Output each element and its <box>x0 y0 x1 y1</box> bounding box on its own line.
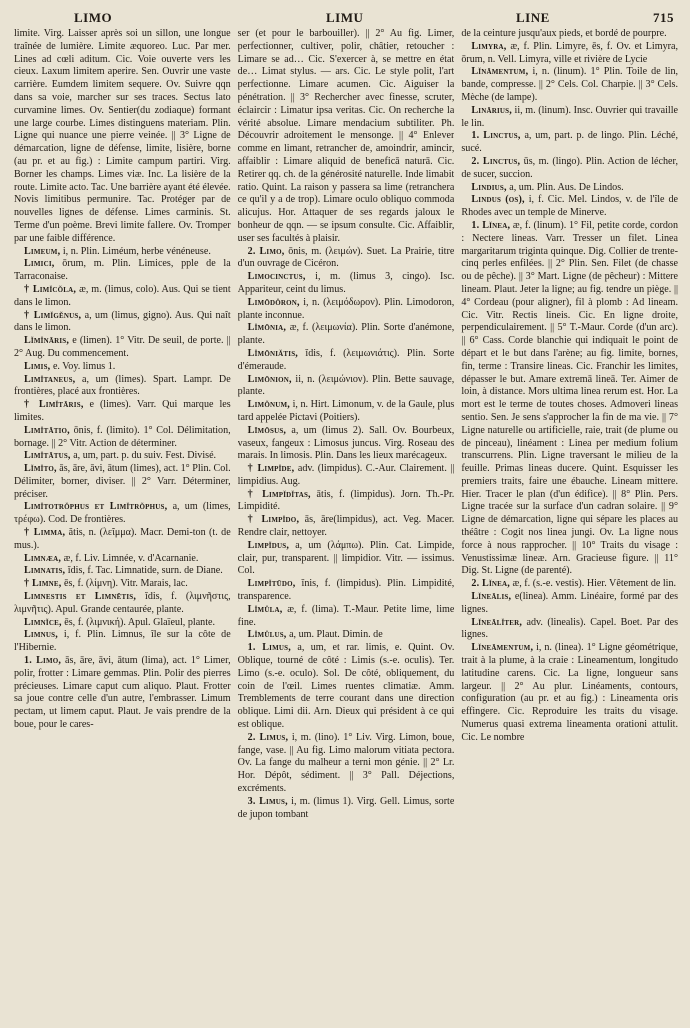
entry-definition: ĭnis, f. (limpidus). Plin. Limpidité, transparence. <box>237 578 455 603</box>
dictionary-entry <box>14 617 231 630</box>
entry-definition: e(linea). Amm. Linéaire, formé par des lignes. <box>461 591 678 615</box>
entry-definition: a, um, et rar. limis, e. Quint. Ov. Oblique, tourné de côté : Limis (s.-e. oculis). Ter. Limo (s.-e. oculo). Sol. De côté, obliquement, du coin de l'œil. Limes ruentes climatiæ. Amm. Tremblements de terre courant dans une direction oblique. Limi dii. Arn. Dieux qui président à ce qui est oblique. <box>237 642 455 731</box>
entry-definition: ătis, n. (λεῖμμα). Macr. Demi-ton (t. de mus.). <box>14 527 231 551</box>
dictionary-entry <box>238 642 455 732</box>
column-left <box>14 28 231 1023</box>
dictionary-entry <box>14 310 231 336</box>
entry-definition: e (limen). 1° Vitr. De seuil, de porte. || 2° Aug. Du commencement. <box>14 335 231 359</box>
entry-headword: Limŏnum, <box>247 399 291 411</box>
dictionary-entry <box>238 348 455 374</box>
dictionary-entry <box>14 578 231 591</box>
entry-definition: i, n. Plin. Liméum, herbe vénéneuse. <box>62 245 211 257</box>
entry-headword: 2. Linctus, <box>471 155 521 167</box>
dictionary-entry <box>14 374 231 400</box>
dictionary-entry <box>14 450 231 463</box>
entry-definition: ōnis, m. (λειμών). Suet. La Prairie, titre d'un ouvrage de Cicéron. <box>237 245 455 270</box>
entry-headword: Limeum, <box>24 245 61 257</box>
entry-headword: 1. Limus, <box>247 642 291 654</box>
entry-definition: ser (et pour le barbouiller). || 2° Au fig. Limer, perfectionner, cultiver, polir, châtier, retoucher : Limare se ad… Cic. S'exercer à, se mettre en état de… Limat stylus. — ars. Cic. Le style polit, l'art perfectionne. Limare acumen. Cic. Aiguiser la pénétration. || 3° Rechercher avec finesse, scruter, éclaircir : Limatur ipsa veritas. Cic. On recherche la vérité absolue. Limare mendacium subtiliter. Ph. Découvrir adroitement le mensonge. || 4° Enlever comme en limant, retrancher de, amoindrir, amincir, affaiblir : Limare aliquid de beneficā naturā. Cic. Retirer qq. ch. de la générosité naturelle. Inde limabit ratio. Quint. La raison y passera sa lime (retranchera ce qu'il y a de trop). Limare oculo obliquo commoda alicujus. Hor. Attaquer de ses regards jaloux le bonheur de qqn. — se ipsum consulte. Cic. Affaiblir, user ses facultés à plaisir. <box>237 28 455 244</box>
entry-definition: limite. Virg. Laisser après soi un sillon, une longue traînée de lumière. Limite æquoreo. Luc. Par mer. Lines ad cœli aditum. Cic. Voie ouverte vers les cieux. Laxum limitem aperire. Sen. Ouvrir une vaste carrière. Eumdem limitem sequere. Ov. Suivre qqn dans sa voie, marcher sur ses traces. Sectus lato curvamine limes. Ov. Sentier(du zodiaque) formant une large courbe. Limes distinguens materiam. Plin. Ligne qui nuance une pierre veinée. || 3° Ligne de démarcation, ligne de défense, limite, lisière, borne (au pr. et au fig.) : Limite campum partiri. Virg. Borner les champs. Limes viæ. Inc. La lisière de la route. Limite acto. Tac. Une barrière ayant été élevée. Novis limitibus permunire. Tac. Protéger par de nouvelles lignes de défense. Limes carminis. St. Terme d'un poème. Brevi limite fallere. Ov. Tromper par une faible différence. <box>14 28 231 244</box>
text-columns <box>14 28 678 1023</box>
dictionary-entry <box>14 629 231 655</box>
entry-definition: æ, f. (s.-e. vestis). Hier. Vêtement de lin. <box>512 578 677 590</box>
entry-definition: a, um (limus, gigno). Aus. Qui naît dans le limon. <box>14 309 231 334</box>
entry-headword: Lĭmŭla, <box>247 603 283 615</box>
dictionary-entry <box>14 553 231 566</box>
entry-definition: ōrum, m. Plin. Limices, pple de la Tarraconaise. <box>14 258 231 283</box>
entry-headword: Limĭtaneus, <box>24 373 76 385</box>
entry-definition: ēs, f. (λίμνη). Vitr. Marais, lac. <box>64 578 188 590</box>
entry-headword: † Limne, <box>24 578 62 590</box>
entry-definition: ās, āre(limpidus), act. Veg. Macer. Rendre clair, nettoyer. <box>237 514 455 539</box>
entry-definition: ēs, f. (λιμνική). Apul. Glaïeul, plante. <box>64 616 216 628</box>
dictionary-entry <box>238 540 455 578</box>
column-right <box>461 28 678 1023</box>
dictionary-entry <box>238 246 455 272</box>
entry-headword: Limnus, <box>24 629 58 641</box>
dictionary-entry <box>238 732 455 796</box>
entry-headword: † Limpĭdĭtas, <box>247 488 311 500</box>
entry-definition: i, n. Hirt. Limonum, v. de la Gaule, plus tard appelée Pictavi (Poitiers). <box>237 399 455 423</box>
entry-definition: æ, f. Plin. Limyre, ēs, f. Ov. et Limyra, ōrum, n. Vell. Limyra, ville et rivière de Lycie <box>461 40 678 65</box>
entry-definition: a, um (limes, τρέφω). Cod. De frontières. <box>14 501 231 526</box>
dictionary-entry <box>238 514 455 540</box>
dictionary-entry <box>461 617 678 643</box>
entry-headword: † Limpĭde, <box>247 463 295 475</box>
dictionary-entry <box>14 246 231 259</box>
dictionary-entry <box>14 527 231 553</box>
entry-definition: a, um (limus 2). Sall. Ov. Bourbeux, vaseux, fangeux : Limosus juncus. Virg. Roseau des marais. In limosis. Plin. Dans les lieux marécageux. <box>237 424 455 462</box>
entry-definition: ii, n. (λειμώνιον). Plin. Bette sauvage, plante. <box>237 373 455 398</box>
entry-headword: Lĭmōniătis, <box>247 347 299 359</box>
entry-headword: Limis, <box>24 360 51 372</box>
dictionary-entry <box>14 463 231 501</box>
entry-definition: i, n. (linum). 1° Plin. Toile de lin, bande, compresse. || 2° Cels. Col. Charpie. || 3° Cels. Mèche (de lampe). <box>461 66 678 103</box>
dictionary-entry <box>461 130 678 156</box>
entry-headword: Linārius, <box>471 104 512 116</box>
dictionary-entry <box>238 489 455 515</box>
entry-headword: Lĭnāmentum, <box>471 66 529 78</box>
entry-headword: Limyra, <box>471 40 507 52</box>
entry-headword: Limnæa, <box>24 552 62 564</box>
dictionary-entry <box>14 655 231 732</box>
entry-headword: 1. Lĭnea, <box>471 219 511 231</box>
entry-headword: Limĭtātio, <box>24 424 70 436</box>
entry-headword: Limpĭtūdo, <box>247 578 296 590</box>
dictionary-entry <box>14 335 231 361</box>
dictionary-entry <box>461 156 678 182</box>
entry-definition: ĭdis, f. Tac. Limnatide, surn. de Diane. <box>67 565 223 577</box>
entry-headword: 3. Limus, <box>247 795 288 807</box>
entry-definition: a, um, part. p. du suiv. Fest. Divisé. <box>73 450 217 462</box>
entry-definition: ii, m. (linum). Insc. Ouvrier qui travaille le lin. <box>461 104 678 129</box>
dictionary-entry <box>461 220 678 578</box>
entry-headword: Lĭmĭnāris, <box>24 335 70 347</box>
entry-definition: i, m. (lino). 1° Liv. Virg. Limon, boue, fange, vase. || Au fig. Limo malorum vitiata pectora. Ov. La fange du malheur a terni mon génie. || 2° Lr. Hor. Dépôt, sédiment. || 3° Pall. Déjections, excréments. <box>237 731 455 795</box>
dictionary-entry <box>461 66 678 104</box>
dictionary-entry <box>238 271 455 297</box>
dictionary-entry <box>461 578 678 591</box>
entry-definition: adv. (linealis). Capel. Boet. Par des lignes. <box>461 616 678 641</box>
entry-definition: a, um. Plin. Aus. De Lindos. <box>509 181 624 193</box>
entry-headword: 1. Linctus, <box>471 130 521 142</box>
entry-headword: † Limĭtāris, <box>24 399 84 411</box>
dictionary-entry <box>14 565 231 578</box>
page-number: 715 <box>653 10 674 25</box>
dictionary-entry <box>14 501 231 527</box>
entry-definition: a, um. Plaut. Dimin. de <box>289 629 383 641</box>
page-header <box>14 8 678 28</box>
entry-definition: i, m. (limus 1). Virg. Gell. Limus, sorte de jupon tombant <box>237 795 455 820</box>
entry-definition: æ, f. (λειμωνία). Plin. Sorte d'anémone, plante. <box>237 322 455 347</box>
center-guide-word: LIMU <box>326 10 364 25</box>
entry-definition: a, um (limes). Spart. Lampr. De frontières, placé aux frontières. <box>14 373 231 398</box>
entry-definition: i, f. Plin. Limnus, île sur la côte de l'Hibernie. <box>14 629 231 654</box>
right-guide-word: LINE <box>516 10 550 25</box>
entry-headword: Limnatis, <box>24 565 66 577</box>
entry-headword: Lĭmŭlus, <box>247 629 287 641</box>
dictionary-entry <box>238 629 455 642</box>
dictionary-entry <box>14 399 231 425</box>
entry-headword: 1. Limo, <box>24 655 62 667</box>
entry-definition: i, n. (λειμόδωρον). Plin. Limodoron, plante inconnue. <box>237 296 455 321</box>
entry-definition: ōnis, f. (limito). 1° Col. Délimitation, bornage. || 2° Vitr. Action de déterminer. <box>14 424 231 449</box>
entry-definition: ātis, f. (limpidus). Jorn. Th.-Pr. Limpidité. <box>237 488 455 513</box>
entry-headword: Lindius, <box>471 181 507 193</box>
entry-headword: 2. Lĭnea, <box>471 578 510 590</box>
entry-headword: † Limĭcŏla, <box>24 283 77 295</box>
dictionary-entry <box>238 463 455 489</box>
entry-definition: i, m. (limus 3, cingo). Isc. Appariteur, ceint du limus. <box>237 271 455 295</box>
dictionary-entry <box>14 425 231 451</box>
entry-headword: Lĭmĭto, <box>24 463 57 475</box>
entry-definition: ās, āre, āvi, ātum (lima), act. 1° Limer, polir, frotter : Limare gemmas. Plin. Polir des pierres précieuses. Limare caput cum aliquo. Plaut. Frotter sa joue contre celle d'un autre, l'embrasser. Limum pectam, ut limem caput. Plaut. Je vais prendre de la boue, pour le cares- <box>14 655 231 731</box>
dictionary-entry <box>14 28 231 246</box>
entry-headword: Limpĭdus, <box>247 539 290 551</box>
entry-definition: ās, āre, āvi, ātum (limes), act. 1° Plin. Col. Délimiter, borner, diviser. || 2° Varr. Déterminer, préciser. <box>14 463 231 500</box>
entry-headword: Limōnion, <box>247 373 292 385</box>
dictionary-entry <box>238 322 455 348</box>
entry-headword: Lĭneālĭter, <box>471 616 523 628</box>
entry-headword: Limocinctus, <box>247 271 306 283</box>
entry-headword: Lĭneālis, <box>471 591 512 603</box>
column-middle <box>238 28 455 1023</box>
entry-definition: a, um, part. p. de lingo. Plin. Léché, sucé. <box>461 130 678 155</box>
entry-headword: Limōdŏron, <box>247 296 300 308</box>
entry-headword: Lindus (os), <box>471 194 525 206</box>
entry-headword: Līmōsus, <box>247 424 287 436</box>
entry-headword: Lĭmōnia, <box>247 322 287 334</box>
dictionary-entry <box>238 297 455 323</box>
dictionary-entry <box>14 258 231 284</box>
entry-headword: Lĭneāmentum, <box>471 642 534 654</box>
dictionary-entry <box>238 425 455 463</box>
entry-headword: † Limpĭdo, <box>247 514 300 526</box>
entry-definition: de la ceinture jusqu'aux pieds, et bordé de pourpre. <box>461 28 667 39</box>
dictionary-entry <box>461 194 678 220</box>
entry-headword: Limici, <box>24 258 55 270</box>
entry-definition: æ, m. (limus, colo). Aus. Qui se tient dans le limon. <box>14 283 231 308</box>
entry-headword: Limĭtotrŏphus et Limĭtrŏphus, <box>24 501 168 513</box>
entry-definition: a, um (λάμπω). Plin. Cat. Limpide, clair, pur, transparent. || limpidior. Vitr. — issimus. Col. <box>237 539 455 577</box>
left-guide-word: LIMO <box>74 10 113 25</box>
entry-headword: † Limma, <box>24 527 66 539</box>
dictionary-entry <box>461 41 678 67</box>
entry-definition: i, n. (linea). 1° Ligne géométrique, trait à la plume, à la craie : Lineamentum, longitudo latitudine carens. Cic. La ligne, longueur sans largeur. || 2° Au plur. Linéaments, contours, configuration (au pr. et au fig.) : Lineamenta oris effingere. Cic. Reproduire les traits du visage. Numerus quasi extrema lineamenta orationi attulit. Cic. Le nombre <box>461 642 678 743</box>
dictionary-entry <box>461 28 678 41</box>
entry-definition: ūs, m. (lingo). Plin. Action de lécher, de sucer, succion. <box>461 155 678 180</box>
dictionary-entry <box>238 28 455 246</box>
entry-definition: adv. (limpidus). C.-Aur. Clairement. || limpidius. Aug. <box>237 463 455 487</box>
entry-definition: ĭdis, f. (λιμνῆστις, λιμνῆτις). Apul. Grande centaurée, plante. <box>14 591 231 615</box>
dictionary-entry <box>461 105 678 131</box>
entry-definition: æ, f. (lima). T.-Maur. Petite lime, lime fine. <box>237 603 455 628</box>
entry-definition: æ, f. (linum). 1° Fil, petite corde, cordon : Nectere lineas. Varr. Tresser un filet. Linea margaritarum triginta quinque. Dig. Collier de trente-cinq perles enfilées. || 2° Plin. Sen. Filet (de chasse ou de pêche). || 3° Mart. Ligne (de pêcheur) : Mittere lineam. Plaut. Jeter la ligne; au fig. tendre un piège. || 4° Cordeau (pour aligner), fil à plomb : Ad lineam. Cic. Vitr. Rectis lineis. Cic. En ligne droite, perpendiculairement. || 5° T.-Maur. Corde (d'un arc). || 6° Cass. Corde blanchie qui indiquait le point de départ et le but dans l'arène; au fig. limite, bornes, fin, terme : Transire lineas. Cic. Franchir les limites, dépasser le but. Amare extremā lineā. Ter. Aimer de loin, à distance. Mors ultima linea rerum est. Hor. La mort est le terme de toutes choses. Admoveri lineas sentio. Sen. Je sens s'approcher la fin de ma vie. || 7° Ligne naturelle ou artificielle, raie, trait (de plume ou de pinceau), linéament : Linea per medium folium transcurrens. Plin. Ligne traversant le milieu de la feuille. Primas lineas ducere. Quint. Esquisser les premiers traits, faire une ébauche. Lineam mittere. Hier. Tracer le plan (d'un édifice). || 8° Plin. Pers. Ligne tracée sur la surface d'un cadran solaire. || 9° Ligne de démarcation, ligne qui sépare les places au théâtre : Cogit nos linea jungi. Ov. La ligne nous force à nous rapprocher. || 10° Traits du visage : Venustissimæ lineæ. Arn. Gracieuse figure. || 11° Dig. St. Ligne (de parenté). <box>461 219 678 577</box>
dictionary-entry <box>14 591 231 617</box>
dictionary-entry <box>238 374 455 400</box>
entry-definition: e (limes). Varr. Qui marque les limites. <box>14 399 231 423</box>
dictionary-entry <box>238 604 455 630</box>
dictionary-entry <box>238 796 455 822</box>
entry-headword: 2. Limo, <box>247 245 285 257</box>
entry-definition: æ, f. Liv. Limnée, v. d'Acarnanie. <box>63 552 199 564</box>
dictionary-entry <box>461 642 678 744</box>
entry-headword: Limĭtātus, <box>24 450 71 462</box>
dictionary-entry <box>238 578 455 604</box>
dictionary-entry <box>14 361 231 374</box>
dictionary-entry <box>461 182 678 195</box>
entry-definition: i, f. Cic. Mel. Lindos, v. de l'île de Rhodes avec un temple de Minerve. <box>461 194 678 219</box>
dictionary-entry <box>461 591 678 617</box>
entry-headword: Limnĭce, <box>24 616 62 628</box>
entry-headword: 2. Limus, <box>247 731 289 743</box>
entry-headword: † Limĭgĕnus, <box>24 309 82 321</box>
dictionary-entry <box>238 399 455 425</box>
entry-definition: e. Voy. limus 1. <box>52 360 116 372</box>
entry-definition: ĭdis, f. (λειμωνιάτις). Plin. Sorte d'émeraude. <box>237 347 455 372</box>
dictionary-entry <box>14 284 231 310</box>
entry-headword: Limnestis et Limnētis, <box>24 591 137 603</box>
